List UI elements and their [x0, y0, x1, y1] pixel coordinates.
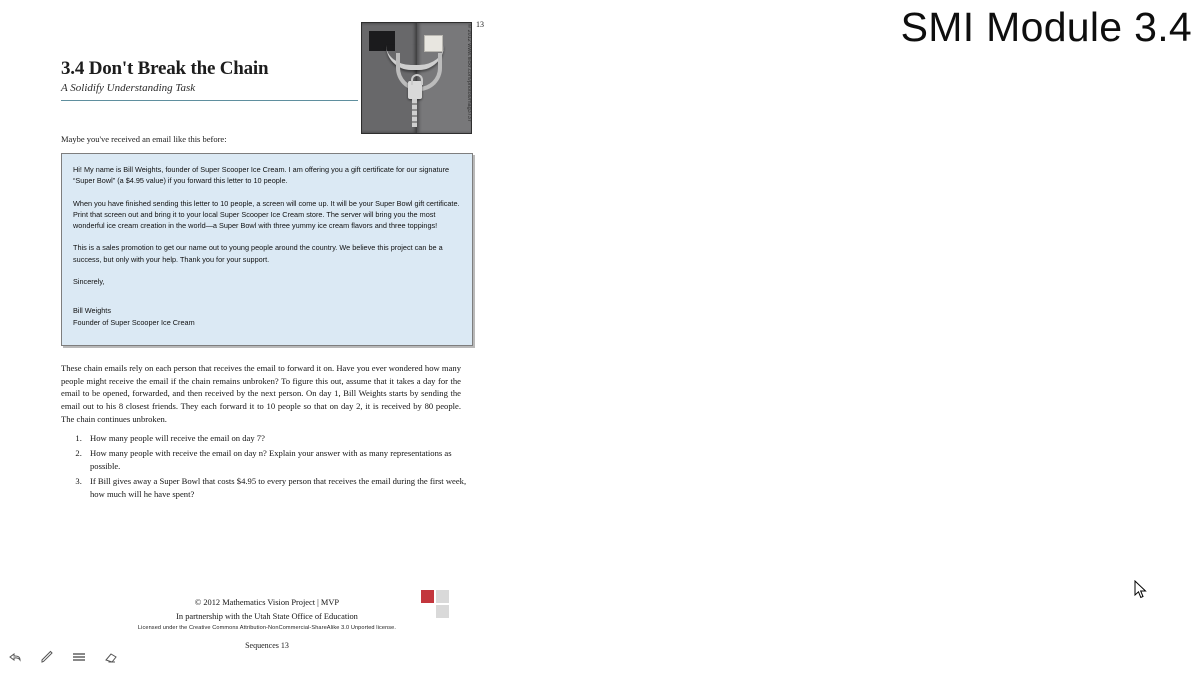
email-excerpt-box — [61, 153, 473, 346]
padlock-icon — [408, 81, 422, 99]
chain-tail-icon — [412, 99, 417, 127]
email-paragraph-1: Hi! My name is Bill Weights, founder of Super Scooper Ice Cream. I am offering you a gift certificate for our signature “Super Bowl” (a $4.95 value) if you forward this letter to 10 people. — [73, 165, 450, 186]
mvp-square-white — [421, 605, 434, 618]
mvp-square-grey-bottom — [436, 605, 449, 618]
mvp-logo-v: V — [328, 598, 335, 607]
photo-credit: © 2012 www.flickr.com/photos/mag3737 — [466, 24, 472, 122]
page-footer — [61, 596, 473, 633]
email-signature-name: Bill Weights — [73, 306, 111, 316]
page-subtitle: A Solidify Understanding Task — [61, 82, 196, 94]
lines-icon[interactable] — [70, 648, 88, 666]
page-number: 13 — [476, 20, 484, 29]
body-paragraph: These chain emails rely on each person that receives the email to forward it on. Have you ever wondered how many people might receive the email if the chain remains unbroken? To figure this out, assume that it takes a day for the email to be opened, forwarded, and then received by the next person. On day 1, Bill Weights starts by sending the email out to his 8 closest friends. They each forward it to 10 people so that on day 2, it is received by 80 people. The chain continues unbroken. — [61, 363, 461, 424]
module-title: SMI Module 3.4 — [900, 4, 1192, 50]
mvp-square-grey-top — [436, 590, 449, 603]
page-title: 3.4 Don't Break the Chain — [61, 58, 269, 79]
list-item: 1. How many people will receive the email on day 7? — [84, 432, 479, 445]
intro-line: Maybe you've received an email like this before: — [61, 134, 227, 144]
list-item: 2. How many people with receive the email on day n? Explain your answer with as many representations as possible. — [84, 447, 479, 473]
email-signature-title: Founder of Super Scooper Ice Cream — [73, 317, 195, 327]
mvp-square-red — [421, 590, 434, 603]
eraser-icon[interactable] — [102, 648, 120, 666]
email-paragraph-3: This is a sales promotion to get our name out to young people around the country. We believe this project can be a success, but only with your help. Thank you for your support. — [73, 243, 443, 264]
email-paragraph-2: When you have finished sending this letter to 10 people, a screen will come up. It will be your Super Bowl gift certificate. Print that screen out and bring it to your local Super Scooper Ice Cream store. The server will bring you the most wonderful ice cream creation in the world—a Super Bowl with three yummy ice cream flavors and three toppings! — [73, 198, 460, 231]
email-closing: Sincerely, — [73, 277, 105, 287]
undo-arrow-icon[interactable] — [6, 648, 24, 666]
mvp-logo-squares — [421, 590, 451, 622]
footer-copyright-line — [61, 596, 473, 610]
mvp-logo-p: P — [334, 598, 340, 607]
sequence-label: Sequences 13 — [245, 641, 289, 650]
footer-copyright: © 2012 Mathematics Vision Project | M — [194, 598, 329, 607]
list-item: 3. If Bill gives away a Super Bowl that costs $4.95 to every person that receives the email during the first week, how much will he have spent? — [84, 475, 479, 501]
title-divider — [61, 100, 358, 101]
footer-partnership: In partnership with the Utah State Office of Education — [176, 611, 358, 621]
chained-doors-photo — [361, 22, 472, 134]
footer-license: Licensed under the Creative Commons Attribution-NonCommercial-ShareAlike 3.0 Unported license. — [137, 624, 397, 631]
questions-list — [62, 432, 479, 502]
document-page — [0, 0, 530, 674]
annotation-toolbar[interactable] — [6, 648, 120, 666]
pen-icon[interactable] — [38, 648, 56, 666]
mouse-pointer-icon — [1134, 580, 1148, 600]
